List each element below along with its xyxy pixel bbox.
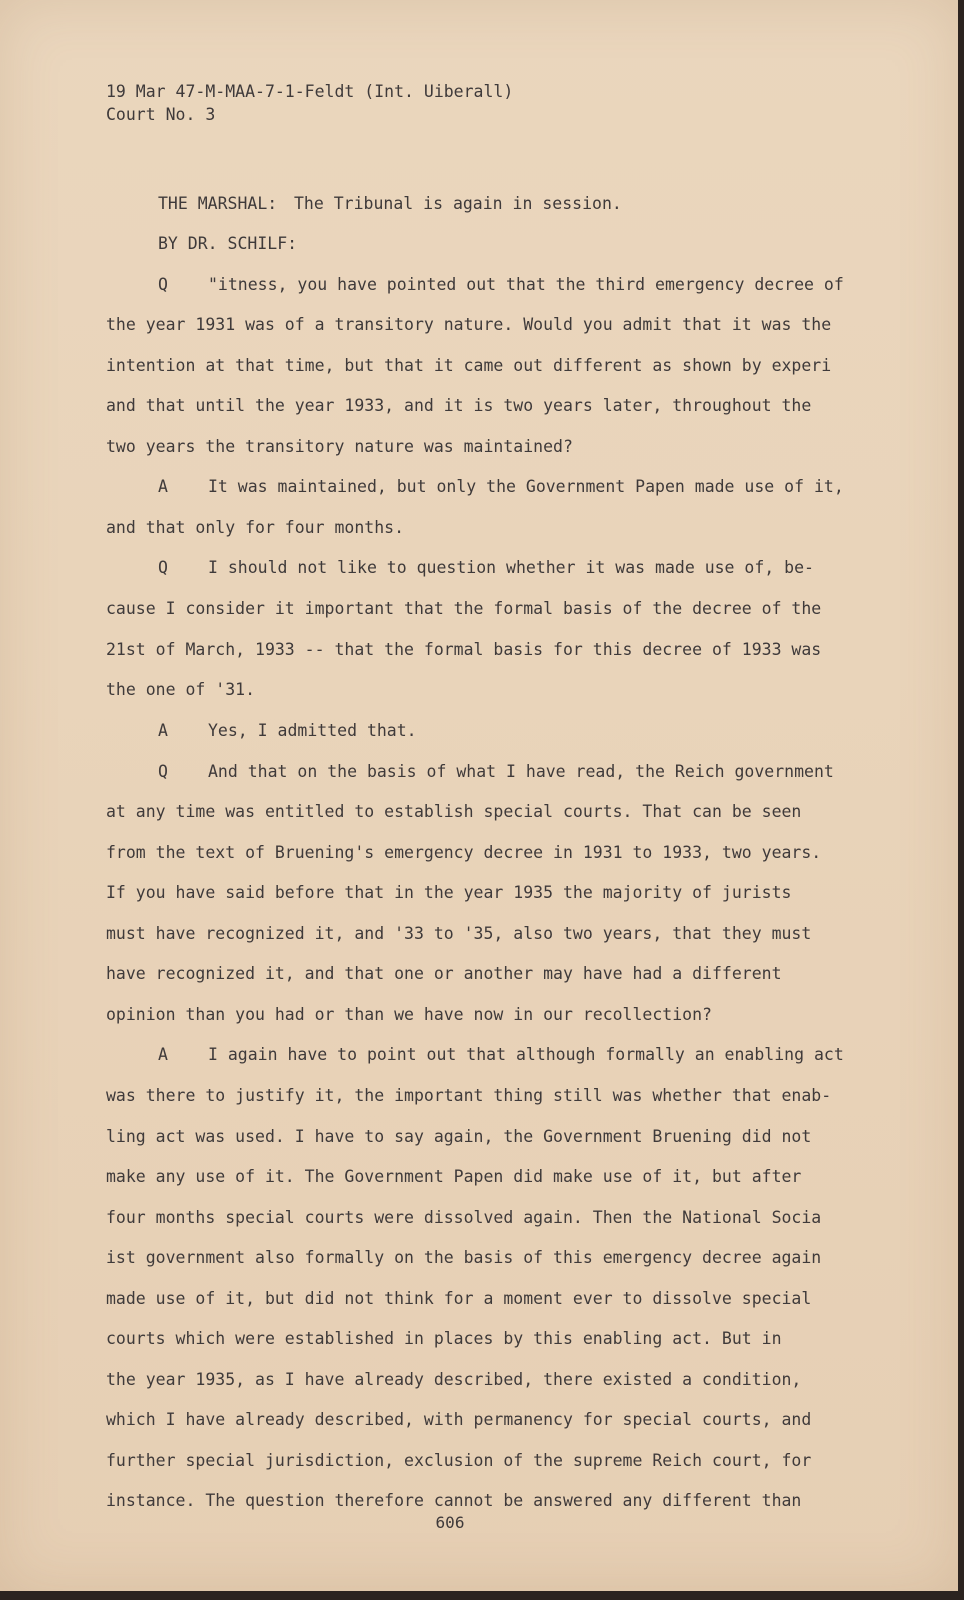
transcript-line: And that on the basis of what I have read, the Reich government	[208, 762, 834, 781]
transcript-line: 21st of March, 1933 -- that the formal basis for this decree of 1933 was	[106, 640, 822, 659]
transcript-line: ling act was used. I have to say again, the Government Bruening did not	[106, 1127, 812, 1146]
transcript-line: opinion than you had or than we have now in our recollection?	[106, 1005, 712, 1024]
transcript-line: must have recognized it, and '33 to '35, also two years, that they must	[106, 924, 812, 943]
transcript-line: from the text of Bruening's emergency decree in 1931 to 1933, two years.	[106, 843, 822, 862]
transcript-line: the year 1931 was of a transitory nature. Would you admit that it was the	[106, 315, 832, 334]
transcript-line: was there to justify it, the important thing still was whether that enab-	[106, 1086, 832, 1105]
header-court-line: Court No. 3	[106, 105, 216, 124]
transcript-line: the one of '31.	[106, 680, 256, 699]
page-number: 606	[435, 1513, 465, 1532]
speaker-label: Q	[158, 762, 168, 781]
speaker-label: A	[158, 1045, 168, 1064]
transcript-line: four months special courts were dissolved again. Then the National Socia	[106, 1208, 822, 1227]
transcript-line: Yes, I admitted that.	[208, 721, 417, 740]
transcript-line: courts which were established in places by this enabling act. But in	[106, 1329, 782, 1348]
transcript-line: and that only for four months.	[106, 518, 405, 537]
transcript-line: cause I consider it important that the formal basis of the decree of the	[106, 599, 822, 618]
transcript-line: the year 1935, as I have already described, there existed a condition,	[106, 1370, 802, 1389]
transcript-line: It was maintained, but only the Government Papen made use of it,	[208, 477, 844, 496]
transcript-line: ist government also formally on the basis of this emergency decree again	[106, 1248, 822, 1267]
speaker-label: THE MARSHAL:	[158, 194, 278, 213]
speaker-label: Q	[158, 275, 168, 294]
transcript-line: intention at that time, but that it came out different as shown by experi	[106, 356, 832, 375]
transcript-line: "itness, you have pointed out that the third emergency decree of	[208, 275, 844, 294]
transcript-line: made use of it, but did not think for a moment ever to dissolve special	[106, 1289, 812, 1308]
transcript-line: further special jurisdiction, exclusion of the supreme Reich court, for	[106, 1451, 812, 1470]
transcript-line: two years the transitory nature was maintained?	[106, 437, 573, 456]
transcript-line: have recognized it, and that one or another may have had a different	[106, 964, 782, 983]
transcript-line: which I have already described, with permanency for special courts, and	[106, 1410, 812, 1429]
speaker-label: Q	[158, 558, 168, 577]
header-reference-line: 19 Mar 47-M-MAA-7-1-Feldt (Int. Uiberall)	[106, 82, 514, 101]
transcript-line: If you have said before that in the year 1935 the majority of jurists	[106, 883, 792, 902]
document-header	[106, 80, 513, 126]
transcript-line: at any time was entitled to establish special courts. That can be seen	[106, 802, 802, 821]
transcript-line: I should not like to question whether it was made use of, be-	[208, 558, 814, 577]
speaker-label: BY DR. SCHILF:	[158, 234, 298, 253]
transcript-line: make any use of it. The Government Papen did make use of it, but after	[106, 1167, 802, 1186]
transcript-line: I again have to point out that although formally an enabling act	[208, 1045, 844, 1064]
transcript-line: instance. The question therefore cannot be answered any different than	[106, 1491, 802, 1510]
transcript-line: and that until the year 1933, and it is two years later, throughout the	[106, 396, 812, 415]
speaker-label: A	[158, 477, 168, 496]
transcript-line: The Tribunal is again in session.	[294, 194, 622, 213]
speaker-label: A	[158, 721, 168, 740]
